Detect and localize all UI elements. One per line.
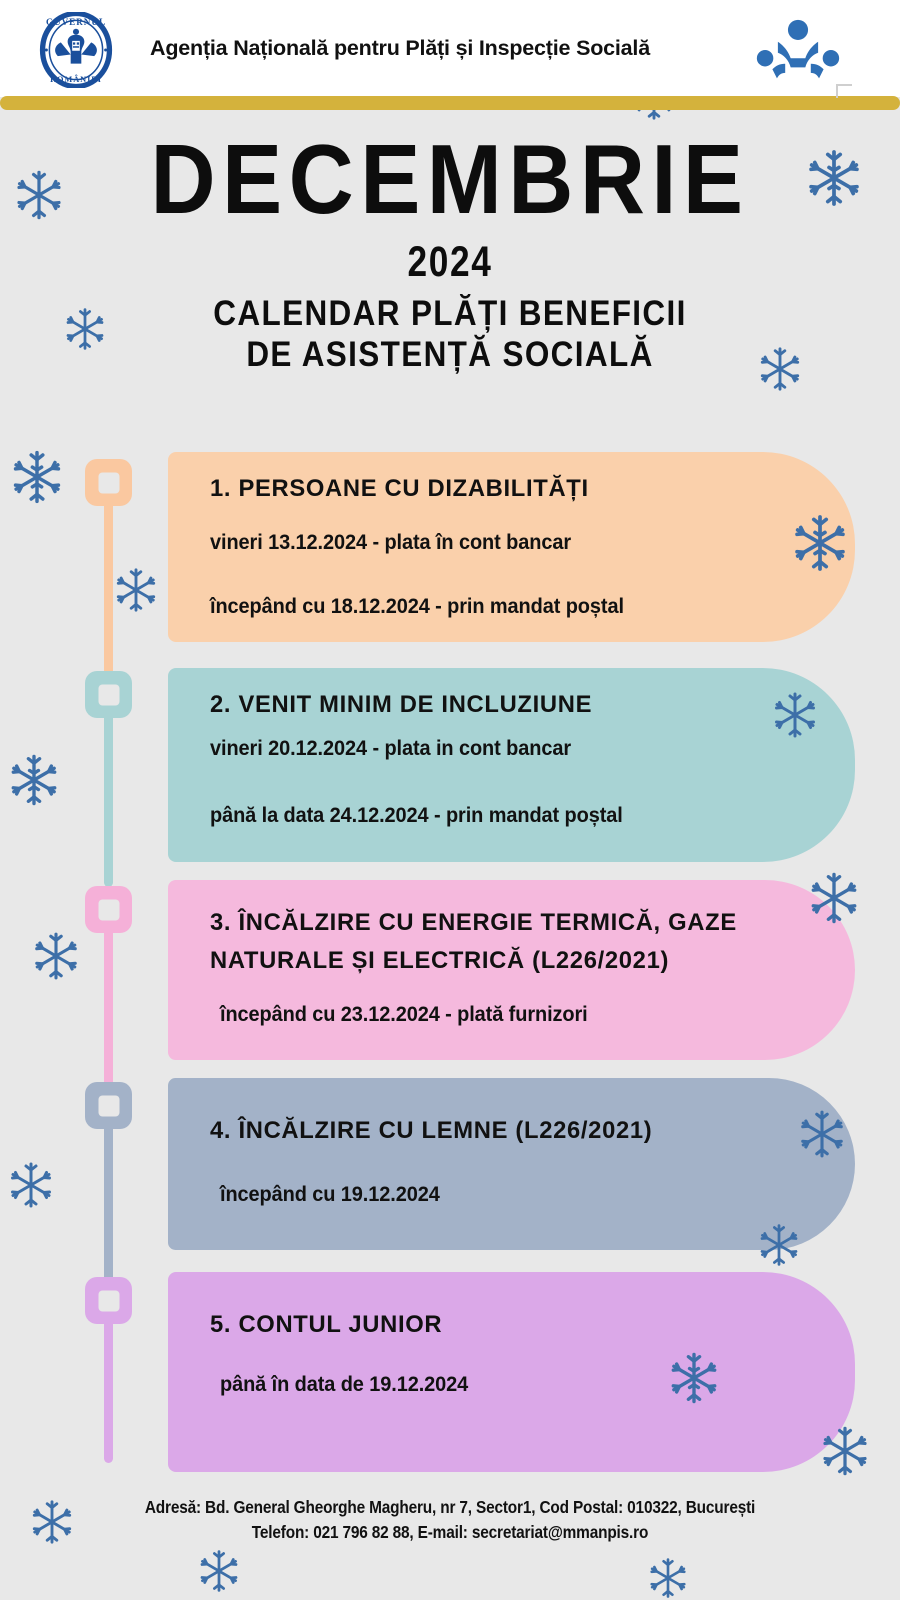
benefit-card-2-line-2: până la data 24.12.2024 - prin mandat poștal xyxy=(210,804,623,827)
snowflake-icon xyxy=(789,512,851,574)
snowflake-icon xyxy=(112,566,160,614)
seal-bottom-text: ROMÂNIEI xyxy=(50,74,102,84)
snowflake-icon xyxy=(770,690,820,740)
footer-contact: Telefon: 021 796 82 88, E-mail: secretariat@mmanpis.ro xyxy=(251,1522,649,1543)
timeline-marker-2[interactable] xyxy=(85,671,132,718)
timeline-connector-2 xyxy=(104,707,113,887)
seal-top-text: GUVERNUL xyxy=(45,16,107,27)
month-heading: DECEMBRIE xyxy=(150,124,750,234)
organization-title: Agenția Națională pentru Plăți și Inspecție Socială xyxy=(150,36,650,60)
timeline-marker-3[interactable] xyxy=(85,886,132,933)
benefit-card-5-title: 5. CONTUL JUNIOR xyxy=(210,1311,443,1338)
year-heading: 2024 xyxy=(407,237,493,286)
footer-address: Adresă: Bd. General Gheorghe Magheru, nr 7, Sector1, Cod Postal: 010322, București xyxy=(144,1497,756,1517)
snowflake-icon xyxy=(666,1350,722,1406)
subtitle-line-2: DE ASISTENȚĂ SOCIALĂ xyxy=(246,334,654,374)
gold-divider-bar xyxy=(0,96,900,110)
benefit-card-3[interactable] xyxy=(168,880,855,1060)
timeline-marker-5[interactable] xyxy=(85,1277,132,1324)
timeline-marker-4[interactable] xyxy=(85,1082,132,1129)
snowflake-icon xyxy=(756,1222,802,1268)
benefit-card-4[interactable] xyxy=(168,1078,855,1250)
page-header xyxy=(0,0,900,97)
benefit-card-2[interactable] xyxy=(168,668,855,862)
benefit-card-1-title: 1. PERSOANE CU DIZABILITĂȚI xyxy=(210,475,589,502)
benefit-card-2-line-1: vineri 20.12.2024 - plata in cont bancar xyxy=(210,737,571,760)
timeline-connector-4 xyxy=(104,1118,113,1298)
snowflake-icon xyxy=(806,870,862,926)
page-footer xyxy=(0,1495,900,1546)
benefit-card-4-line-1: începând cu 19.12.2024 xyxy=(220,1183,440,1206)
benefit-card-1-line-1: vineri 13.12.2024 - plata în cont bancar xyxy=(210,531,571,554)
benefit-card-2-title: 2. VENIT MINIM DE INCLUZIUNE xyxy=(210,691,593,718)
timeline-connector-5 xyxy=(104,1313,113,1463)
benefit-card-5-line-1: până în data de 19.12.2024 xyxy=(220,1373,469,1396)
timeline-connector-3 xyxy=(104,922,113,1102)
timeline-marker-1[interactable] xyxy=(85,459,132,506)
benefit-card-3-title-line-2: NATURALE ȘI ELECTRICĂ (L226/2021) xyxy=(210,947,670,974)
benefit-card-1-line-2: începând cu 18.12.2024 - prin mandat poștal xyxy=(210,595,624,618)
title-block xyxy=(0,124,900,375)
anpis-people-logo-icon xyxy=(752,18,844,82)
benefit-card-1[interactable] xyxy=(168,452,855,642)
benefit-card-3-title-line-1: 3. ÎNCĂLZIRE CU ENERGIE TERMICĂ, GAZE xyxy=(210,909,737,936)
snowflake-icon xyxy=(818,1424,872,1478)
benefit-card-5[interactable] xyxy=(168,1272,855,1472)
subtitle-line-1: CALENDAR PLĂȚI BENEFICII xyxy=(213,293,687,333)
romanian-government-seal-icon xyxy=(38,12,114,88)
snowflake-icon xyxy=(796,1108,848,1160)
benefit-card-4-title: 4. ÎNCĂLZIRE CU LEMNE (L226/2021) xyxy=(210,1117,653,1144)
benefit-card-3-line-1: începând cu 23.12.2024 - plată furnizori xyxy=(220,1003,588,1026)
corner-crop-mark xyxy=(836,84,852,98)
